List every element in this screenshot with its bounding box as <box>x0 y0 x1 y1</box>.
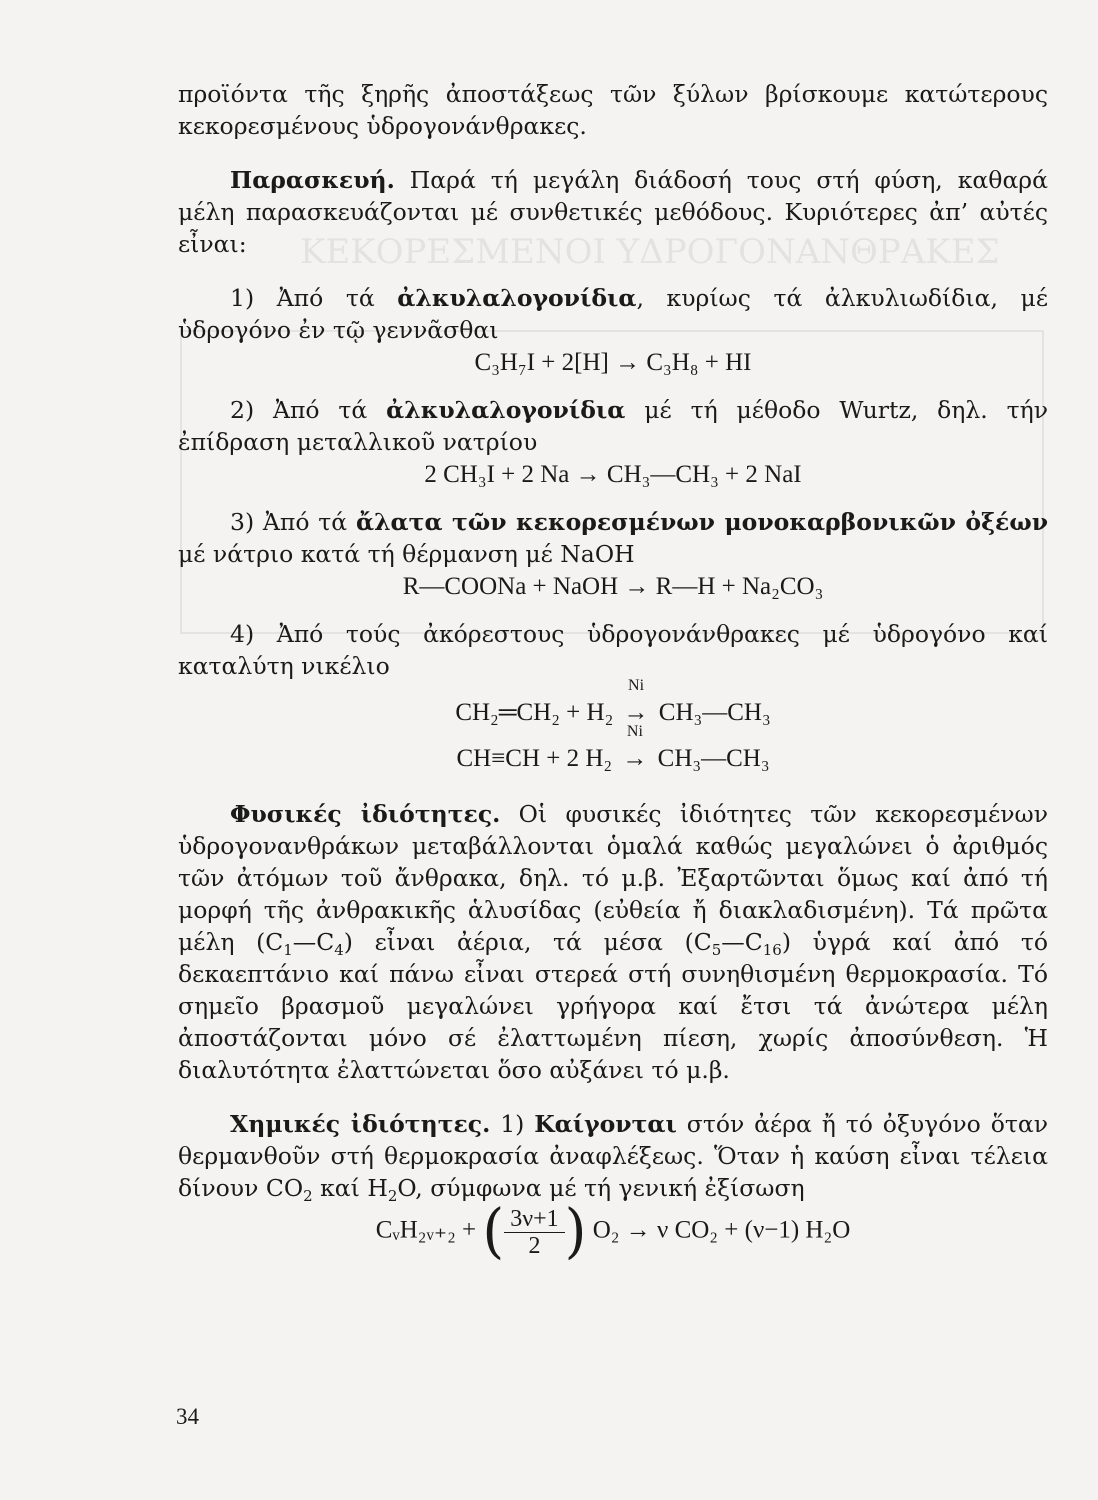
fraction-denominator: 2 <box>528 1232 541 1259</box>
method-2: 2) Ἀπό τά ἀλκυλαλογονίδια μέ τή μέθοδο Wurtz, δηλ. τήν ἐπίδραση μεταλλικοῦ νατρίου <box>178 396 1048 456</box>
catalyst-label: Ni <box>628 677 645 694</box>
method-3: 3) Ἀπό τά ἄλατα τῶν κεκορεσμένων μονοκαρβονικῶν ὀξέων μέ νάτριο κατά τή θέρμανση μέ NaOH <box>178 508 1048 568</box>
equation-3: R—COONa + NaOH → R—H + Na₂CO₃ <box>402 573 824 600</box>
equation-combustion: CᵥH₂ᵥ₊₂ + ( $\frac{3\nu+1}{2}$ ) O₂ → ν CO₂ + (ν−1) H₂O <box>375 1197 851 1266</box>
page-body <box>178 78 1048 1280</box>
bleed-through-title: ΚΕΚΟΡΕΣΜΕΝΟΙ ΥΔΡΟΓΟΝΑΝΘΡΑΚΕΣ <box>300 232 1000 272</box>
equation-1: C₃H₇I + 2[H] → C₃H₈ + HI <box>474 349 752 376</box>
page-number: 34 <box>176 1404 199 1429</box>
physical-properties-paragraph: Φυσικές ἰδιότητες. Οἱ φυσικές ἰδιότητες τῶν κεκορεσμένων ὑδρογονανθράκων μεταβάλλονται ὁμαλά καθώς μεγαλώνει ὁ ἀριθμός τῶν ἀτόμων τοῦ ἄνθρακα, δηλ. τό μ.β. Ἐξαρτῶνται ὅμως καί ἀπό τή μορφή τῆς ἀνθρακικῆς ἁλυσίδας (εὐθεία ἤ διακλαδισμένη). Τά πρῶτα μέλη $(C_1—C_4)$ εἶναι ἀέρια, τά μέσα $(C_5—C_{16})$ ὑγρά καί ἀπό τό δεκαεπτάνιο καί πάνω εἶναι στερεά στή συνηθισμένη θερμοκρασία. Τό σημεῖο βρασμοῦ μεγαλώνει γρήγορα καί ἔτσι τά ἀνώτερα μέλη ἀποστάζονται μόνο σέ ἐλαττωμένη πίεση, χωρίς ἀποσύνθεση. Ἡ διαλυτότητα ἐλαττώνεται ὅσο αὐξάνει τό μ.β. <box>178 800 1048 1084</box>
physical-heading: Φυσικές ἰδιότητες. <box>230 800 501 828</box>
preparation-heading: Παρασκευή. <box>230 166 395 194</box>
equation-5: CH≡CH + 2 H₂ Ni → CH₃—CH₃ <box>456 723 770 772</box>
catalyst-label: Ni <box>626 723 643 740</box>
chemical-heading: Χημικές ἰδιότητες. <box>230 1110 491 1138</box>
method-1: 1) Ἀπό τά ἀλκυλαλογονίδια, κυρίως τά ἀλκυλιωδίδια, μέ ὑδρογόνο ἐν τῷ γεννᾶσθαι <box>178 284 1048 344</box>
chemical-properties-paragraph: Χημικές ἰδιότητες. 1) Καίγονται στόν ἀέρα ἤ τό ὀξυγόνο ὅταν θερμανθοῦν στή θερμοκρασία ἀναφλέξεως. Ὅταν ἡ καύση εἶναι τέλεια δίνουν $CO_2$ καί $H_2O$, σύμφωνα μέ τή γενική ἐξίσωση <box>178 1110 1049 1205</box>
equation-4: CH₂═CH₂ + H₂ Ni → CH₃—CH₃ <box>455 677 771 726</box>
preparation-paragraph: Παρασκευή. Παρά τή μεγάλη διάδοσή τους στή φύση, καθαρά μέλη παρασκευάζονται μέ συνθετικές μεθόδους. Κυριότερες ἀπ’ αὐτές εἶναι: <box>178 166 1048 258</box>
equation-2: 2 CH₃I + 2 Na → CH₃—CH₃ + 2 NaI <box>424 461 802 488</box>
method-4: 4) Ἀπό τούς ἀκόρεστους ὑδρογονάνθρακες μέ ὑδρογόνο καί καταλύτη νικέλιο <box>178 620 1048 680</box>
fraction-numerator: 3ν+1 <box>504 1206 564 1233</box>
intro-paragraph: προϊόντα τῆς ξηρῆς ἀποστάξεως τῶν ξύλων βρίσκουμε κατώτερους κεκορεσμένους ὑδρογονάνθρακες. <box>178 80 1048 140</box>
